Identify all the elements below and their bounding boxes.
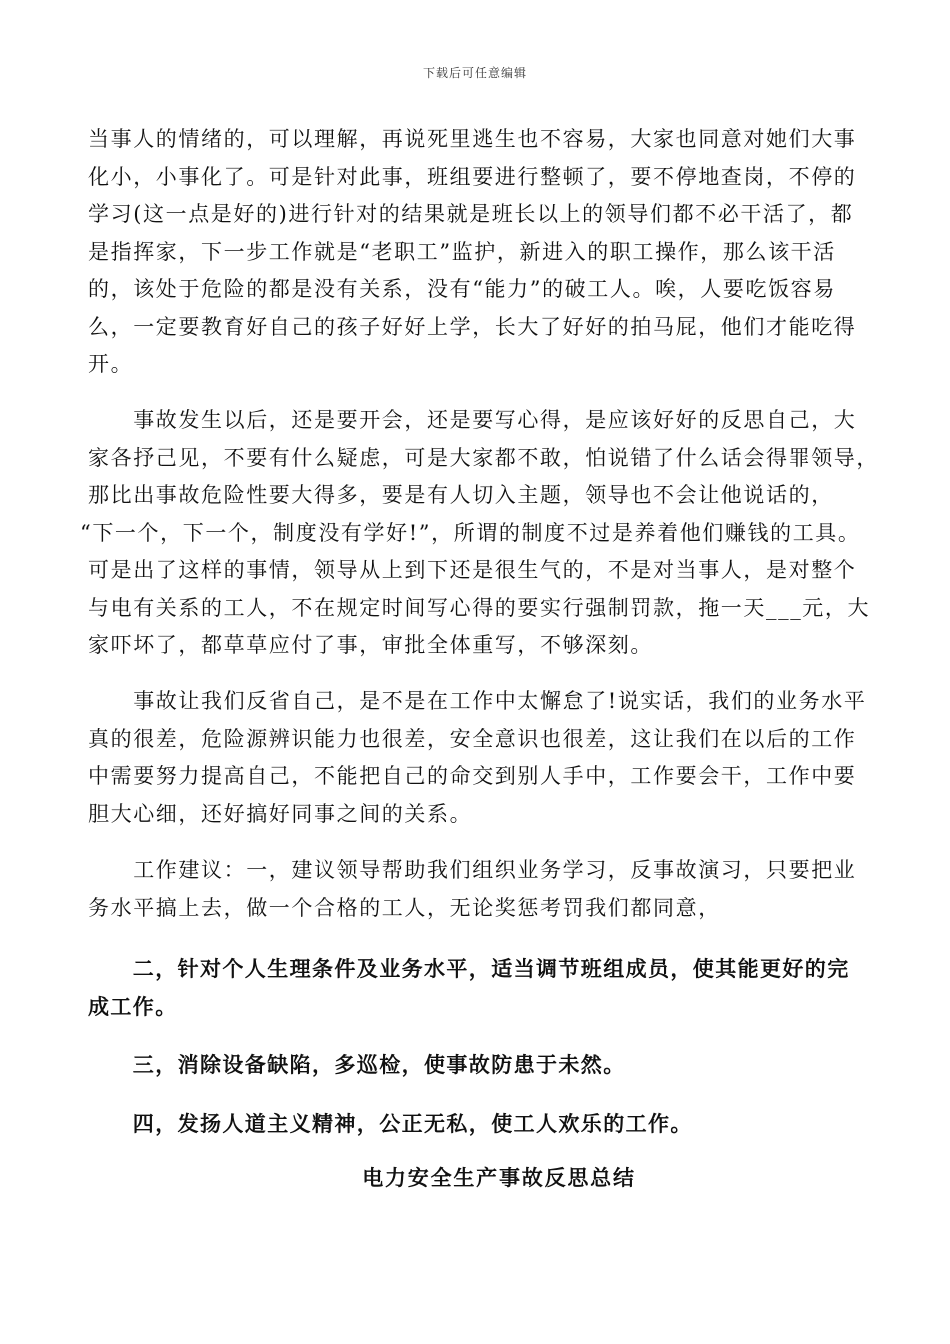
text-line: 那比出事故危险性要大得多，要是有人切入主题，领导也不会让他说话的，	[88, 483, 834, 507]
text-line: 四，发扬人道主义精神，公正无私，使工人欢乐的工作。	[88, 1111, 693, 1136]
text-line: 当事人的情绪的，可以理解，再说死里逃生也不容易，大家也同意对她们大事	[88, 127, 857, 151]
paragraph-4	[88, 852, 868, 927]
text-line: 化小，小事化了。可是针对此事，班组要进行整顿了，要不停地查岗，不停的	[88, 164, 857, 189]
text-line: 成工作。	[88, 993, 178, 1019]
paragraph-6	[88, 1046, 868, 1084]
text-line: 么，一定要教育好自己的孩子好好上学，长大了好好的拍马屁，他们才能吃得	[88, 314, 857, 339]
text-line: 工作建议：一，建议领导帮助我们组织业务学习，反事故演习，只要把业	[88, 858, 857, 882]
text-line: 可是出了这样的事情，领导从上到下还是很生气的，不是对当事人，是对整个	[88, 558, 857, 582]
text-line: 真的很差，危险源辨识能力也很差，安全意识也很差，这让我们在以后的工作	[88, 726, 857, 751]
page-header-note: 下载后可任意编辑	[422, 66, 527, 80]
section-title: 电力安全生产事故反思总结	[362, 1165, 636, 1190]
text-line: 事故发生以后，还是要开会，还是要写心得，是应该好好的反思自己，大	[88, 408, 857, 432]
text-line: 事故让我们反省自己，是不是在工作中太懈怠了!说实话，我们的业务水平	[88, 689, 867, 713]
text-line: “下一个，下一个，制度没有学好!”，所谓的制度不过是养着他们赚钱的工具。	[80, 520, 861, 545]
text-line: 是指挥家，下一步工作就是“老职工”监护，新进入的职工操作，那么该干活	[88, 239, 836, 264]
text-line: 三，消除设备缺陷，多巡检，使事故防患于未然。	[88, 1052, 626, 1077]
text-line: 家吓坏了，都草草应付了事，审批全体重写，不够深刻。	[88, 633, 653, 657]
paragraph-3	[88, 683, 868, 833]
text-line: 胆大心细，还好搞好同事之间的关系。	[88, 801, 473, 826]
text-line: 中需要努力提高自己，不能把自己的命交到别人手中，工作要会干，工作中要	[88, 764, 857, 788]
text-line: 学习(这一点是好的)进行针对的结果就是班长以上的领导们都不必干活了，都	[88, 202, 854, 226]
paragraph-7	[88, 1105, 868, 1143]
paragraph-5	[88, 950, 868, 1025]
paragraph-2	[80, 402, 879, 665]
text-line: 二，针对个人生理条件及业务水平，适当调节班组成员，使其能更好的完	[88, 956, 850, 981]
text-line: 的，该处于危险的都是没有关系，没有“能力”的破工人。唉，人要吃饭容易	[88, 277, 836, 301]
text-line: 家各抒己见，不要有什么疑虑，可是大家都不敢，怕说错了什么话会得罪领导，	[88, 445, 879, 470]
text-line: 与电有关系的工人，不在规定时间写心得的要实行强制罚款，拖一天___元，大	[88, 595, 871, 620]
text-line: 务水平搞上去，做一个合格的工人，无论奖惩考罚我们都同意，	[88, 895, 721, 920]
text-line: 开。	[88, 352, 134, 376]
paragraph-1	[88, 121, 868, 384]
